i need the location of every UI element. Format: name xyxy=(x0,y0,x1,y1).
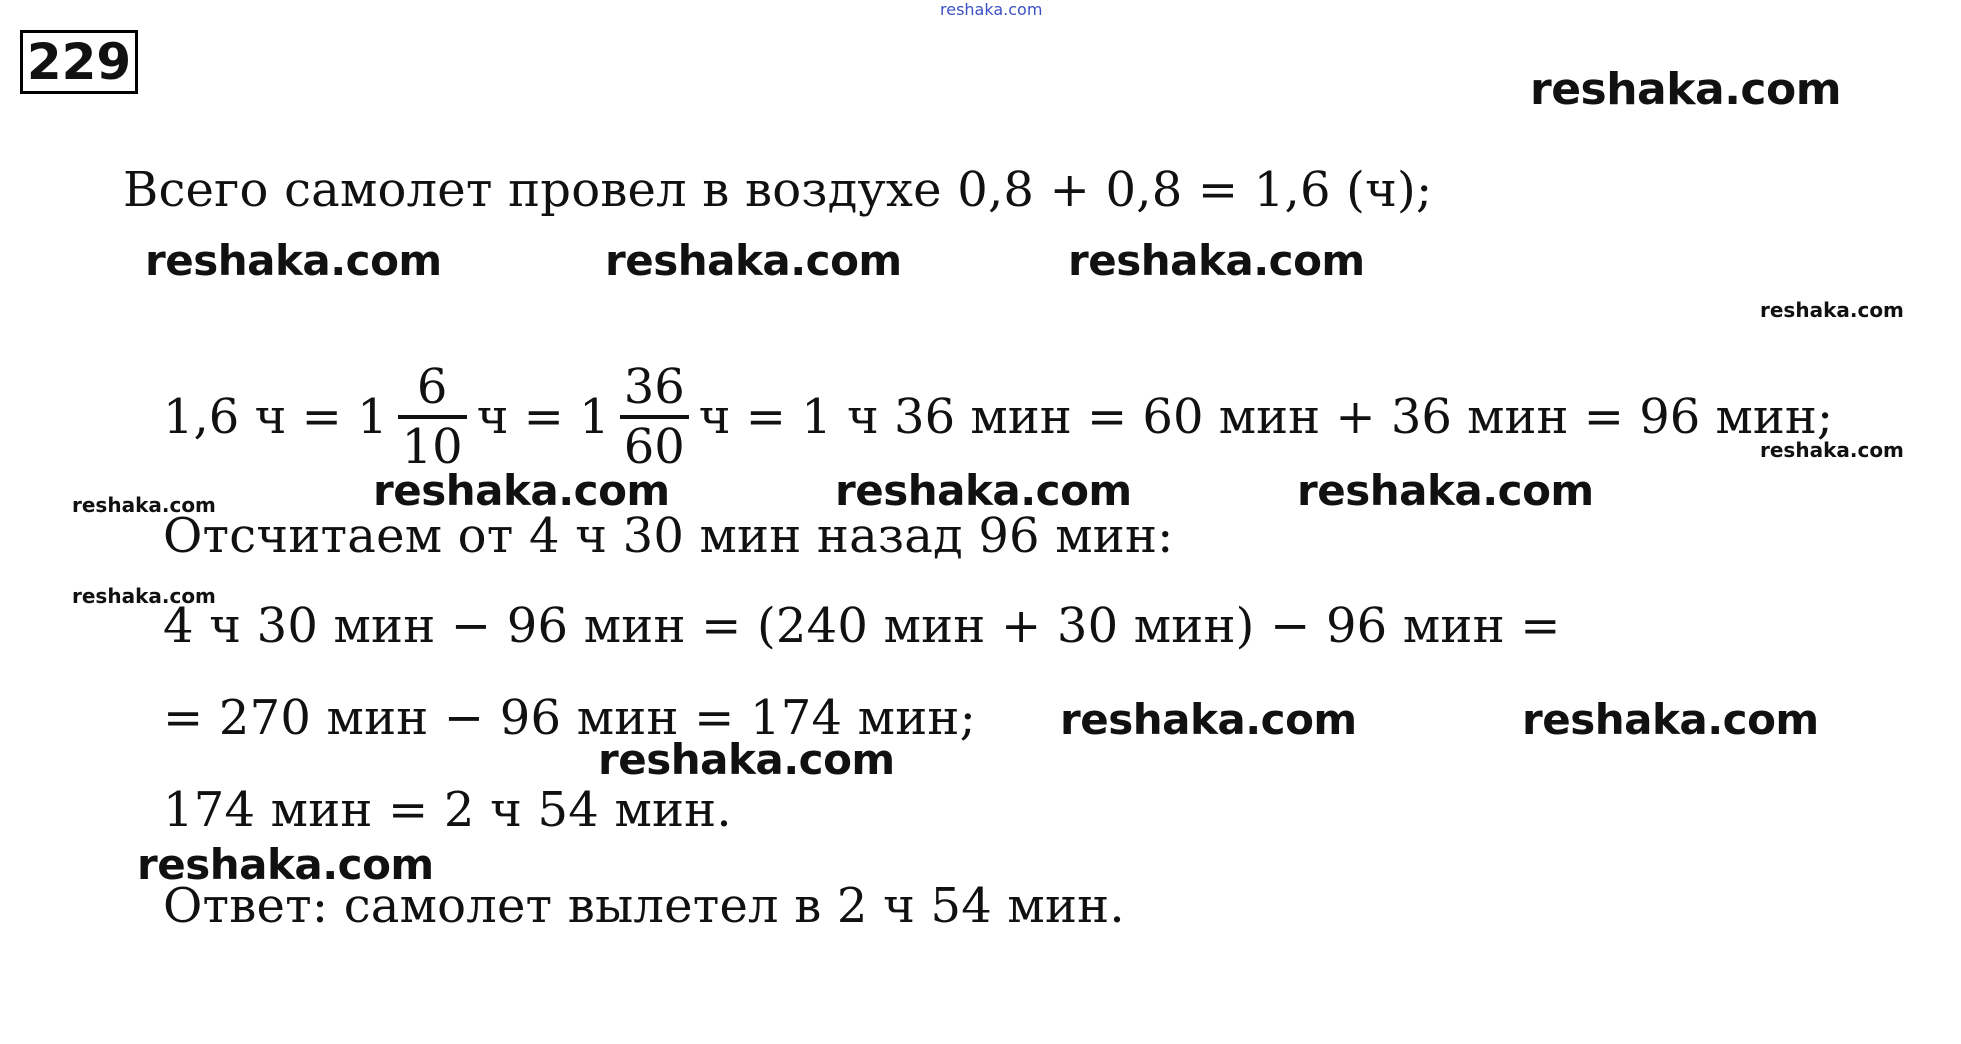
solution-line-3: Отсчитаем от 4 ч 30 мин назад 96 мин: xyxy=(163,508,1174,564)
watermark: reshaka.com xyxy=(1530,64,1842,115)
watermark: reshaka.com xyxy=(145,236,442,285)
watermark: reshaka.com xyxy=(835,466,1132,515)
fraction-denominator: 60 xyxy=(623,419,685,475)
conversion-equation xyxy=(163,352,1833,482)
watermark: reshaka.com xyxy=(137,840,434,889)
solution-line-6: 174 мин = 2 ч 54 мин. xyxy=(163,782,732,838)
problem-number: 229 xyxy=(20,30,138,94)
answer-line: Ответ: самолет вылетел в 2 ч 54 мин. xyxy=(163,878,1125,934)
solution-line-1: Всего самолет провел в воздухе 0,8 + 0,8 = 1,6 (ч); xyxy=(123,162,1433,218)
watermark: reshaka.com xyxy=(1522,695,1819,744)
equation-part-3: ч = 1 ч 36 мин = 60 мин + 36 мин = 96 мин; xyxy=(698,389,1834,445)
fraction-numerator: 6 xyxy=(416,359,448,415)
equation-part-2: ч = 1 xyxy=(476,389,610,445)
watermark-small: reshaka.com xyxy=(72,584,216,608)
watermark: reshaka.com xyxy=(373,466,670,515)
watermark: reshaka.com xyxy=(598,735,895,784)
fraction-36-60 xyxy=(620,359,689,475)
equation-part-1: 1,6 ч = 1 xyxy=(163,389,388,445)
watermark: reshaka.com xyxy=(1068,236,1365,285)
fraction-denominator: 10 xyxy=(401,419,463,475)
watermark: reshaka.com xyxy=(1060,695,1357,744)
watermark: reshaka.com xyxy=(1297,466,1594,515)
watermark-small: reshaka.com xyxy=(72,493,216,517)
watermark-small: reshaka.com xyxy=(1760,438,1904,462)
watermark: reshaka.com xyxy=(605,236,902,285)
watermark-small: reshaka.com xyxy=(1760,298,1904,322)
solution-line-4: 4 ч 30 мин − 96 мин = (240 мин + 30 мин) − 96 мин = xyxy=(163,598,1561,654)
fraction-6-10 xyxy=(398,359,467,475)
solution-line-5: = 270 мин − 96 мин = 174 мин; xyxy=(163,690,976,746)
top-watermark: reshaka.com xyxy=(940,0,1043,19)
fraction-numerator: 36 xyxy=(623,359,685,415)
